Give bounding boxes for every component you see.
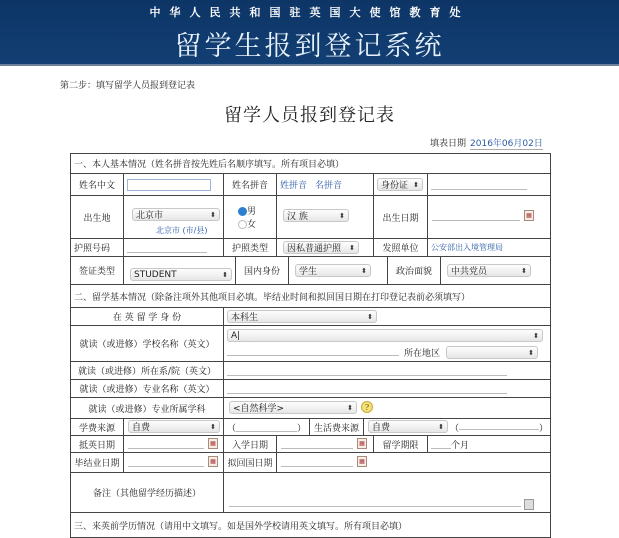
issuer-label: 发照单位 xyxy=(373,238,428,257)
domestic-status-select[interactable]: 学生 ⬍ xyxy=(295,264,371,277)
ethnicity-cell xyxy=(276,195,374,239)
study-status-label: 在 英 留 学 身 份 xyxy=(70,307,224,326)
domestic-status-cell xyxy=(288,256,388,285)
gender-cell xyxy=(223,195,277,239)
ethnicity-select[interactable]: 汉 族 ⬍ xyxy=(283,209,349,222)
school-label: 就读（或进修）学校名称（英文） xyxy=(70,325,224,362)
living-select[interactable]: 自费 ⬍ xyxy=(368,420,448,433)
major-input[interactable] xyxy=(227,384,507,394)
name-cn-cell xyxy=(123,173,224,196)
calendar-icon[interactable]: ▦ xyxy=(208,438,218,449)
living-detail-input[interactable]: （ ） xyxy=(450,421,548,434)
section1-header: 一、本人基本情况（姓名拼音按先姓后名顺序填写。所有项目必填） xyxy=(70,153,551,174)
passport-type-label: 护照类型 xyxy=(223,238,277,257)
tuition-select[interactable]: 自费 ⬍ xyxy=(128,420,220,433)
enroll-date-label: 入学日期 xyxy=(223,435,277,453)
arrive-date-cell xyxy=(123,435,224,453)
region-select[interactable]: ⬍ xyxy=(446,346,538,359)
issuer-cell xyxy=(427,238,551,257)
duration-cell xyxy=(427,435,551,453)
name-cn-input[interactable] xyxy=(127,179,211,191)
section3-header: 三、来英前学历情况（请用中文填写。如是国外学校请用英文填写。所有项目必填） xyxy=(70,512,551,538)
passport-type-select[interactable]: 因私普通护照 ⬍ xyxy=(283,241,359,254)
graduate-date-label: 毕结业日期 xyxy=(70,452,124,473)
help-icon[interactable]: ? xyxy=(361,401,373,413)
fill-date xyxy=(430,136,543,149)
passport-no-label: 护照号码 xyxy=(70,238,124,257)
id-number-input[interactable] xyxy=(431,180,527,190)
domestic-status-label: 国内身份 xyxy=(235,256,289,285)
name-py-cell xyxy=(276,173,374,196)
region-label: 所在地区 xyxy=(404,349,441,359)
section2-header: 二、留学基本情况（除备注项外其他项目必填。毕结业时间和拟回国日期在打印登记表前必须填写） xyxy=(70,284,551,308)
id-type-cell xyxy=(373,173,428,196)
arrive-date-label: 抵英日期 xyxy=(70,435,124,453)
remarks-textarea[interactable] xyxy=(229,497,521,507)
calendar-icon[interactable]: ▦ xyxy=(208,456,218,467)
gender-female-radio[interactable]: 女 xyxy=(238,217,256,230)
select-arrow-icon: ⬍ xyxy=(413,180,419,189)
fill-date-value: 2016年06月02日 xyxy=(470,139,543,149)
gender-male-radio[interactable]: 男 xyxy=(238,204,256,217)
system-title: 留学生报到登记系统 xyxy=(174,31,445,62)
tuition-detail-input[interactable]: （ ） xyxy=(223,418,310,436)
header-banner xyxy=(0,0,619,66)
given-name-input[interactable]: 名拼音 xyxy=(315,181,343,191)
name-cn-label: 姓名中文 xyxy=(70,173,124,196)
resize-icon[interactable] xyxy=(524,499,534,510)
dept-cell xyxy=(223,361,551,380)
graduate-date-input[interactable] xyxy=(128,457,204,467)
calendar-icon[interactable]: ▦ xyxy=(357,456,367,467)
months-unit: 个月 xyxy=(451,440,470,451)
fill-date-label: 填表日期 xyxy=(430,139,467,149)
passport-no-input[interactable] xyxy=(127,243,207,253)
birthdate-input[interactable] xyxy=(432,211,520,221)
political-cell xyxy=(440,256,551,285)
duration-label: 留学期限 xyxy=(373,435,428,453)
discipline-select[interactable]: <自然科学> ⬍ xyxy=(229,401,357,414)
remarks-label: 备注（其他留学经历描述） xyxy=(70,472,224,513)
form-title: 留学人员报到登记表 xyxy=(224,105,395,126)
return-date-cell xyxy=(276,452,551,473)
name-py-label: 姓名拼音 xyxy=(223,173,277,196)
discipline-label: 就读（或进修）专业所属学科 xyxy=(70,397,224,419)
calendar-icon[interactable]: ▦ xyxy=(524,210,534,221)
political-label: 政治面貌 xyxy=(387,256,441,285)
dept-label: 就读（或进修）所在系/院（英文） xyxy=(70,361,224,380)
tuition-cell xyxy=(123,418,224,436)
surname-input[interactable]: 姓拼音 xyxy=(280,181,308,191)
id-number-cell xyxy=(427,173,551,196)
birthplace-label: 出生地 xyxy=(70,195,124,239)
school-cell xyxy=(223,325,551,362)
passport-no-cell xyxy=(123,238,224,257)
living-label: 生活费来源 xyxy=(309,418,364,436)
school-select[interactable]: A| ⬍ xyxy=(227,329,543,342)
issuer-input[interactable]: 公安部出入境管理局 xyxy=(431,243,503,252)
birthdate-label: 出生日期 xyxy=(373,195,428,239)
major-cell xyxy=(223,379,551,398)
calendar-icon[interactable]: ▦ xyxy=(357,438,367,449)
study-status-cell xyxy=(223,307,551,326)
political-select[interactable]: 中共党员 ⬍ xyxy=(447,264,531,277)
step-label: 第二步：填写留学人员报到登记表 xyxy=(60,81,196,91)
return-date-label: 拟回国日期 xyxy=(223,452,277,473)
enroll-date-cell xyxy=(276,435,374,453)
arrive-date-input[interactable] xyxy=(128,439,204,449)
graduate-date-cell xyxy=(123,452,224,473)
visa-cell xyxy=(123,256,236,285)
org-name: 中华人民共和国驻英国大使馆教育处 xyxy=(149,6,470,19)
return-date-input[interactable] xyxy=(281,457,353,467)
city-select[interactable]: 北京市 (市/县) xyxy=(156,226,208,235)
discipline-cell xyxy=(223,397,551,419)
visa-select[interactable]: STUDENT ⬍ xyxy=(130,268,232,281)
dept-input[interactable] xyxy=(227,366,507,376)
province-select[interactable]: 北京市 ⬍ xyxy=(132,208,220,221)
remarks-cell xyxy=(223,472,551,513)
school-underline xyxy=(227,346,399,356)
enroll-date-input[interactable] xyxy=(281,439,353,449)
duration-input[interactable] xyxy=(431,440,451,449)
living-cell xyxy=(363,418,551,436)
tuition-label: 学费来源 xyxy=(70,418,124,436)
visa-label: 签证类型 xyxy=(70,256,124,285)
passport-type-cell xyxy=(276,238,374,257)
birthplace-cell xyxy=(123,195,224,239)
id-type-select[interactable]: 身份证 ⬍ xyxy=(377,178,423,191)
study-status-select[interactable]: 本科生 ⬍ xyxy=(227,310,377,323)
major-label: 就读（或进修）专业名称（英文） xyxy=(70,379,224,398)
birthdate-cell xyxy=(427,195,551,239)
